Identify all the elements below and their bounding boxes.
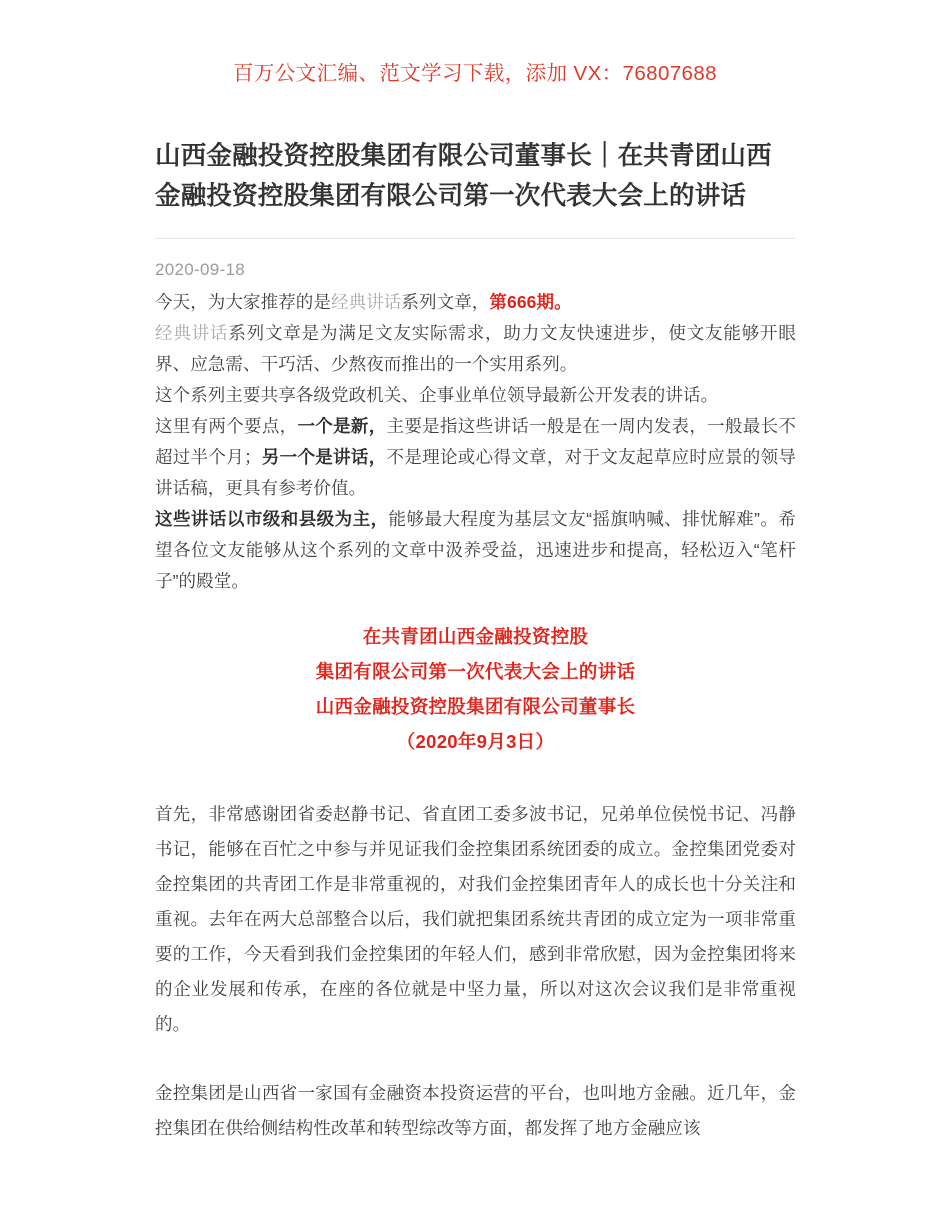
speech-heading-line-4: （2020年9月3日） [396,731,555,752]
speech-heading-block [155,619,796,759]
scope-statement: 这些讲话以市级和县级为主， [155,509,389,529]
key-point-two: 另一个是讲话， [261,447,387,467]
series-name-inline: 经典讲话 [331,292,402,312]
speech-heading-line-1: 在共青团山西金融投资控股 [362,626,589,647]
intro-block [155,287,796,597]
intro-line-2 [155,318,796,380]
intro-text-f: 不是理论或心得文章，对于文友起草应时应景的领导讲话稿，更具有参考价值。 [155,447,796,498]
intro-text-c: 系列文章是为满足文友实际需求，助力文友快速进步，使文友能够开眼界、应急需、干巧活、少熬夜而推出的一个实用系列。 [155,323,796,374]
body-paragraph-1: 首先，非常感谢团省委赵静书记、省直团工委多波书记，兄弟单位侯悦书记、冯静书记，能够在百忙之中参与并见证我们金控集团系统团委的成立。金控集团党委对金控集团的共青团工作是非常重视的，对我们金控集团青年人的成长也十分关注和重视。去年在两大总部整合以后，我们就把集团系统共青团的成立定为一项非常重要的工作，今天看到我们金控集团的年轻人们，感到非常欣慰，因为金控集团将来的企业发展和传承，在座的各位就是中坚力量，所以对这次会议我们是非常重视的。 [155,804,796,1034]
promo-banner: 百万公文汇编、范文学习下载，添加 VX：76807688 [233,62,717,85]
speech-body [155,797,796,1146]
speech-heading-line-2: 集团有限公司第一次代表大会上的讲话 [315,661,636,682]
intro-text-d: 这里有两个要点， [155,416,298,436]
intro-text-b: 系列文章， [401,292,490,312]
publish-date: 2020-09-18 [155,260,245,279]
intro-text-e: 主要是指这些讲话一般是在一周内发表，一般最长不超过半个月； [155,416,796,467]
intro-line-5 [155,504,796,597]
body-paragraph-2: 金控集团是山西省一家国有金融资本投资运营的平台，也叫地方金融。近几年，金控集团在供给侧结构性改革和转型综改等方面，都发挥了地方金融应该 [155,1083,796,1138]
intro-line-3: 这个系列主要共享各级党政机关、企事业单位领导最新公开发表的讲话。 [155,385,719,405]
page-title: 山西金融投资控股集团有限公司董事长｜在共青团山西金融投资控股集团有限公司第一次代表大会上的讲话 [155,142,772,210]
intro-line-1 [155,287,796,318]
article-container [155,136,796,1146]
issue-number: 第666期。 [489,292,572,312]
key-point-one: 一个是新， [297,416,387,436]
intro-text-a: 今天，为大家推荐的是 [155,292,331,312]
series-name-inline-2: 经典讲话 [155,323,229,343]
title-divider [155,238,796,239]
speech-heading-line-3: 山西金融投资控股集团有限公司董事长 [315,696,636,717]
intro-text-g: 能够最大程度为基层文友“摇旗呐喊、排忧解难”。希望各位文友能够从这个系列的文章中汲养受益，迅速进步和提高，轻松迈入“笔杆子”的殿堂。 [155,509,796,591]
intro-line-4 [155,411,796,504]
